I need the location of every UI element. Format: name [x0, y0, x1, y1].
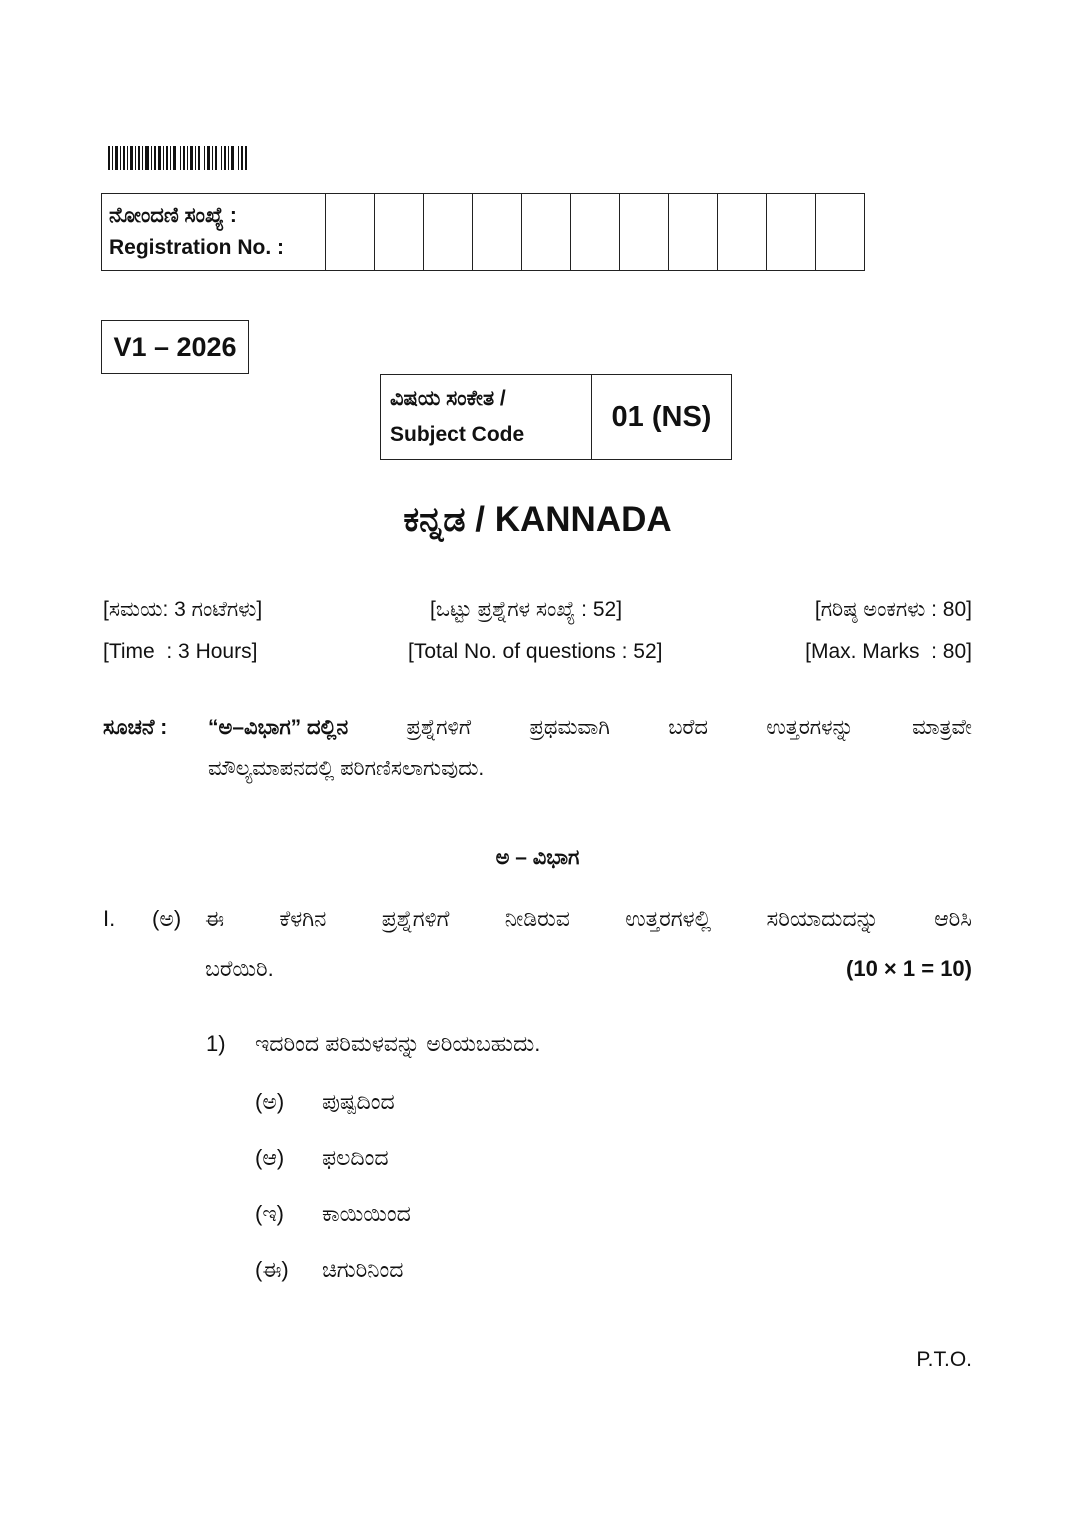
instruction-word: ಉತ್ತರಗಳನ್ನು: [766, 716, 854, 739]
question-word: ಉತ್ತರಗಳಲ್ಲಿ: [625, 906, 712, 931]
registration-digit-box[interactable]: [522, 194, 571, 271]
registration-digit-box[interactable]: [473, 194, 522, 271]
instruction-label: ಸೂಚನೆ :: [103, 716, 168, 739]
registration-digit-box[interactable]: [326, 194, 375, 271]
registration-digit-box[interactable]: [571, 194, 620, 271]
option-d-text: ಚಿಗುರಿನಿಂದ: [322, 1257, 404, 1282]
question-group-number: I.: [103, 906, 116, 931]
option-a-text: ಪುಷ್ಪದಿಂದ: [322, 1089, 395, 1114]
option-c-label: (ಇ): [255, 1201, 284, 1226]
instruction-line-1: [208, 716, 972, 740]
question-word: ಪ್ರಶ್ನೆಗಳಿಗೆ: [381, 906, 450, 931]
time-kannada: [ಸಮಯ: 3 ಗಂಟೆಗಳು]: [103, 598, 263, 621]
question-group-subpart: (ಅ): [152, 906, 182, 931]
subject-code-label-cell: [381, 375, 592, 460]
registration-label-kannada: ನೋಂದಣಿ ಸಂಖ್ಯೆ :: [109, 204, 237, 227]
question-1-number: 1): [206, 1031, 226, 1056]
instruction-word: ಪ್ರಶ್ನೆಗಳಿಗೆ: [406, 716, 472, 739]
section-title: ಅ – ವಿಭಾಗ: [495, 846, 580, 869]
question-word: ಈ: [205, 906, 225, 931]
registration-label-cell: [102, 194, 326, 271]
option-b-label: (ಆ): [255, 1145, 285, 1170]
question-group-line-1: [205, 906, 972, 932]
option-a-label: (ಅ): [255, 1089, 285, 1114]
registration-digit-box[interactable]: [375, 194, 424, 271]
question-1-text: ಇದರಿಂದ ಪರಿಮಳವನ್ನು ಅರಿಯಬಹುದು.: [255, 1031, 541, 1056]
questions-kannada: [ಒಟ್ಟು ಪ್ರಶ್ನೆಗಳ ಸಂಖ್ಯೆ : 52]: [430, 598, 623, 621]
instruction-word: ಪ್ರಥಮವಾಗಿ: [529, 716, 610, 739]
instruction-word: ಬರೆದ: [668, 716, 708, 739]
option-b-text: ಫಲದಿಂದ: [322, 1145, 389, 1170]
registration-digit-box[interactable]: [620, 194, 669, 271]
registration-digit-box[interactable]: [767, 194, 816, 271]
max-marks-english: [Max. Marks : 80]: [805, 640, 972, 663]
option-d-label: (ಈ): [255, 1257, 289, 1282]
subject-code-value: 01 (NS): [592, 375, 732, 460]
questions-english: [Total No. of questions : 52]: [408, 640, 663, 663]
page-turn-over-note: P.T.O.: [916, 1348, 972, 1371]
instruction-line-2: ಮೌಲ್ಯಮಾಪನದಲ್ಲಿ ಪರಿಗಣಿಸಲಾಗುವುದು.: [208, 757, 485, 780]
registration-digit-box[interactable]: [424, 194, 473, 271]
registration-digit-box[interactable]: [816, 194, 865, 271]
option-c-text: ಕಾಯಿಯಿಂದ: [322, 1201, 411, 1226]
question-word: ನೀಡಿರುವ: [504, 906, 570, 931]
registration-number-table: [101, 193, 865, 271]
registration-label-english: Registration No. :: [109, 236, 285, 259]
registration-digit-box[interactable]: [669, 194, 718, 271]
question-word: ಕೆಳಗಿನ: [279, 906, 327, 931]
subject-code-label-english: Subject Code: [390, 423, 525, 446]
question-group-marks: (10 × 1 = 10): [846, 956, 972, 981]
max-marks-kannada: [ಗರಿಷ್ಠ ಅಂಕಗಳು : 80]: [814, 598, 972, 621]
question-group-line-2: ಬರೆಯಿರಿ.: [205, 956, 274, 981]
question-word: ಆರಿಸಿ: [934, 906, 972, 931]
version-code-box: V1 – 2026: [101, 320, 249, 374]
time-english: [Time : 3 Hours]: [103, 640, 258, 663]
barcode-image: [108, 146, 248, 170]
instruction-word: ಮಾತ್ರವೇ: [912, 716, 972, 739]
subject-code-label-kannada: ವಿಷಯ ಸಂಕೇತ /: [390, 387, 506, 410]
question-word: ಸರಿಯಾದುದನ್ನು: [766, 906, 879, 931]
subject-code-table: [380, 374, 732, 460]
paper-title: ಕನ್ನಡ / KANNADA: [403, 500, 672, 539]
instruction-word: “ಅ–ವಿಭಾಗ” ದಲ್ಲಿನ: [208, 716, 349, 739]
registration-digit-box[interactable]: [718, 194, 767, 271]
